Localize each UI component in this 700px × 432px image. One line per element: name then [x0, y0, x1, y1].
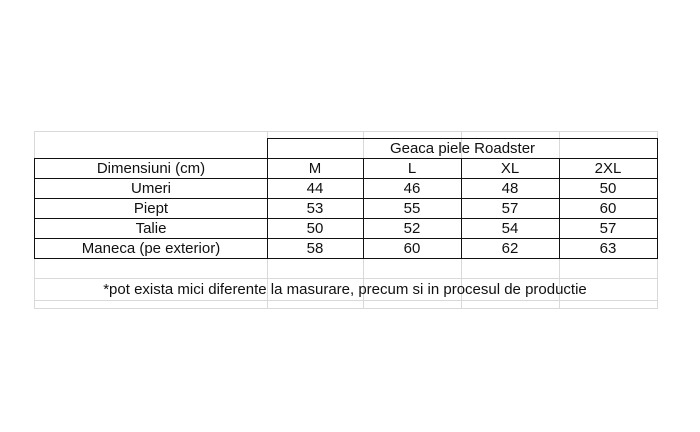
- table-cell: 60: [363, 238, 462, 259]
- row-label-umeri: Umeri: [34, 178, 268, 199]
- header-size-l: L: [363, 158, 462, 179]
- row-label-piept: Piept: [34, 198, 268, 219]
- table-cell: 50: [267, 218, 364, 239]
- table-cell: 53: [267, 198, 364, 219]
- header-size-xl: XL: [461, 158, 560, 179]
- table-cell: 46: [363, 178, 462, 199]
- table-cell: 58: [267, 238, 364, 259]
- table-cell: 62: [461, 238, 560, 259]
- header-size-2xl: 2XL: [559, 158, 658, 179]
- table-title: Geaca piele Roadster: [267, 138, 658, 159]
- row-label-maneca: Maneca (pe exterior): [34, 238, 268, 259]
- gridline: [34, 300, 658, 301]
- gridline: [34, 308, 658, 309]
- table-cell: 50: [559, 178, 658, 199]
- header-size-m: M: [267, 158, 364, 179]
- table-cell: 48: [461, 178, 560, 199]
- table-cell: 54: [461, 218, 560, 239]
- table-cell: 52: [363, 218, 462, 239]
- row-label-talie: Talie: [34, 218, 268, 239]
- footnote: *pot exista mici diferente la masurare, precum si in procesul de productie: [103, 280, 587, 298]
- table-cell: 57: [461, 198, 560, 219]
- table-cell: 44: [267, 178, 364, 199]
- table-cell: 63: [559, 238, 658, 259]
- table-cell: 57: [559, 218, 658, 239]
- header-dimensions: Dimensiuni (cm): [34, 158, 268, 179]
- gridline: [34, 131, 658, 132]
- table-cell: 55: [363, 198, 462, 219]
- table-cell: 60: [559, 198, 658, 219]
